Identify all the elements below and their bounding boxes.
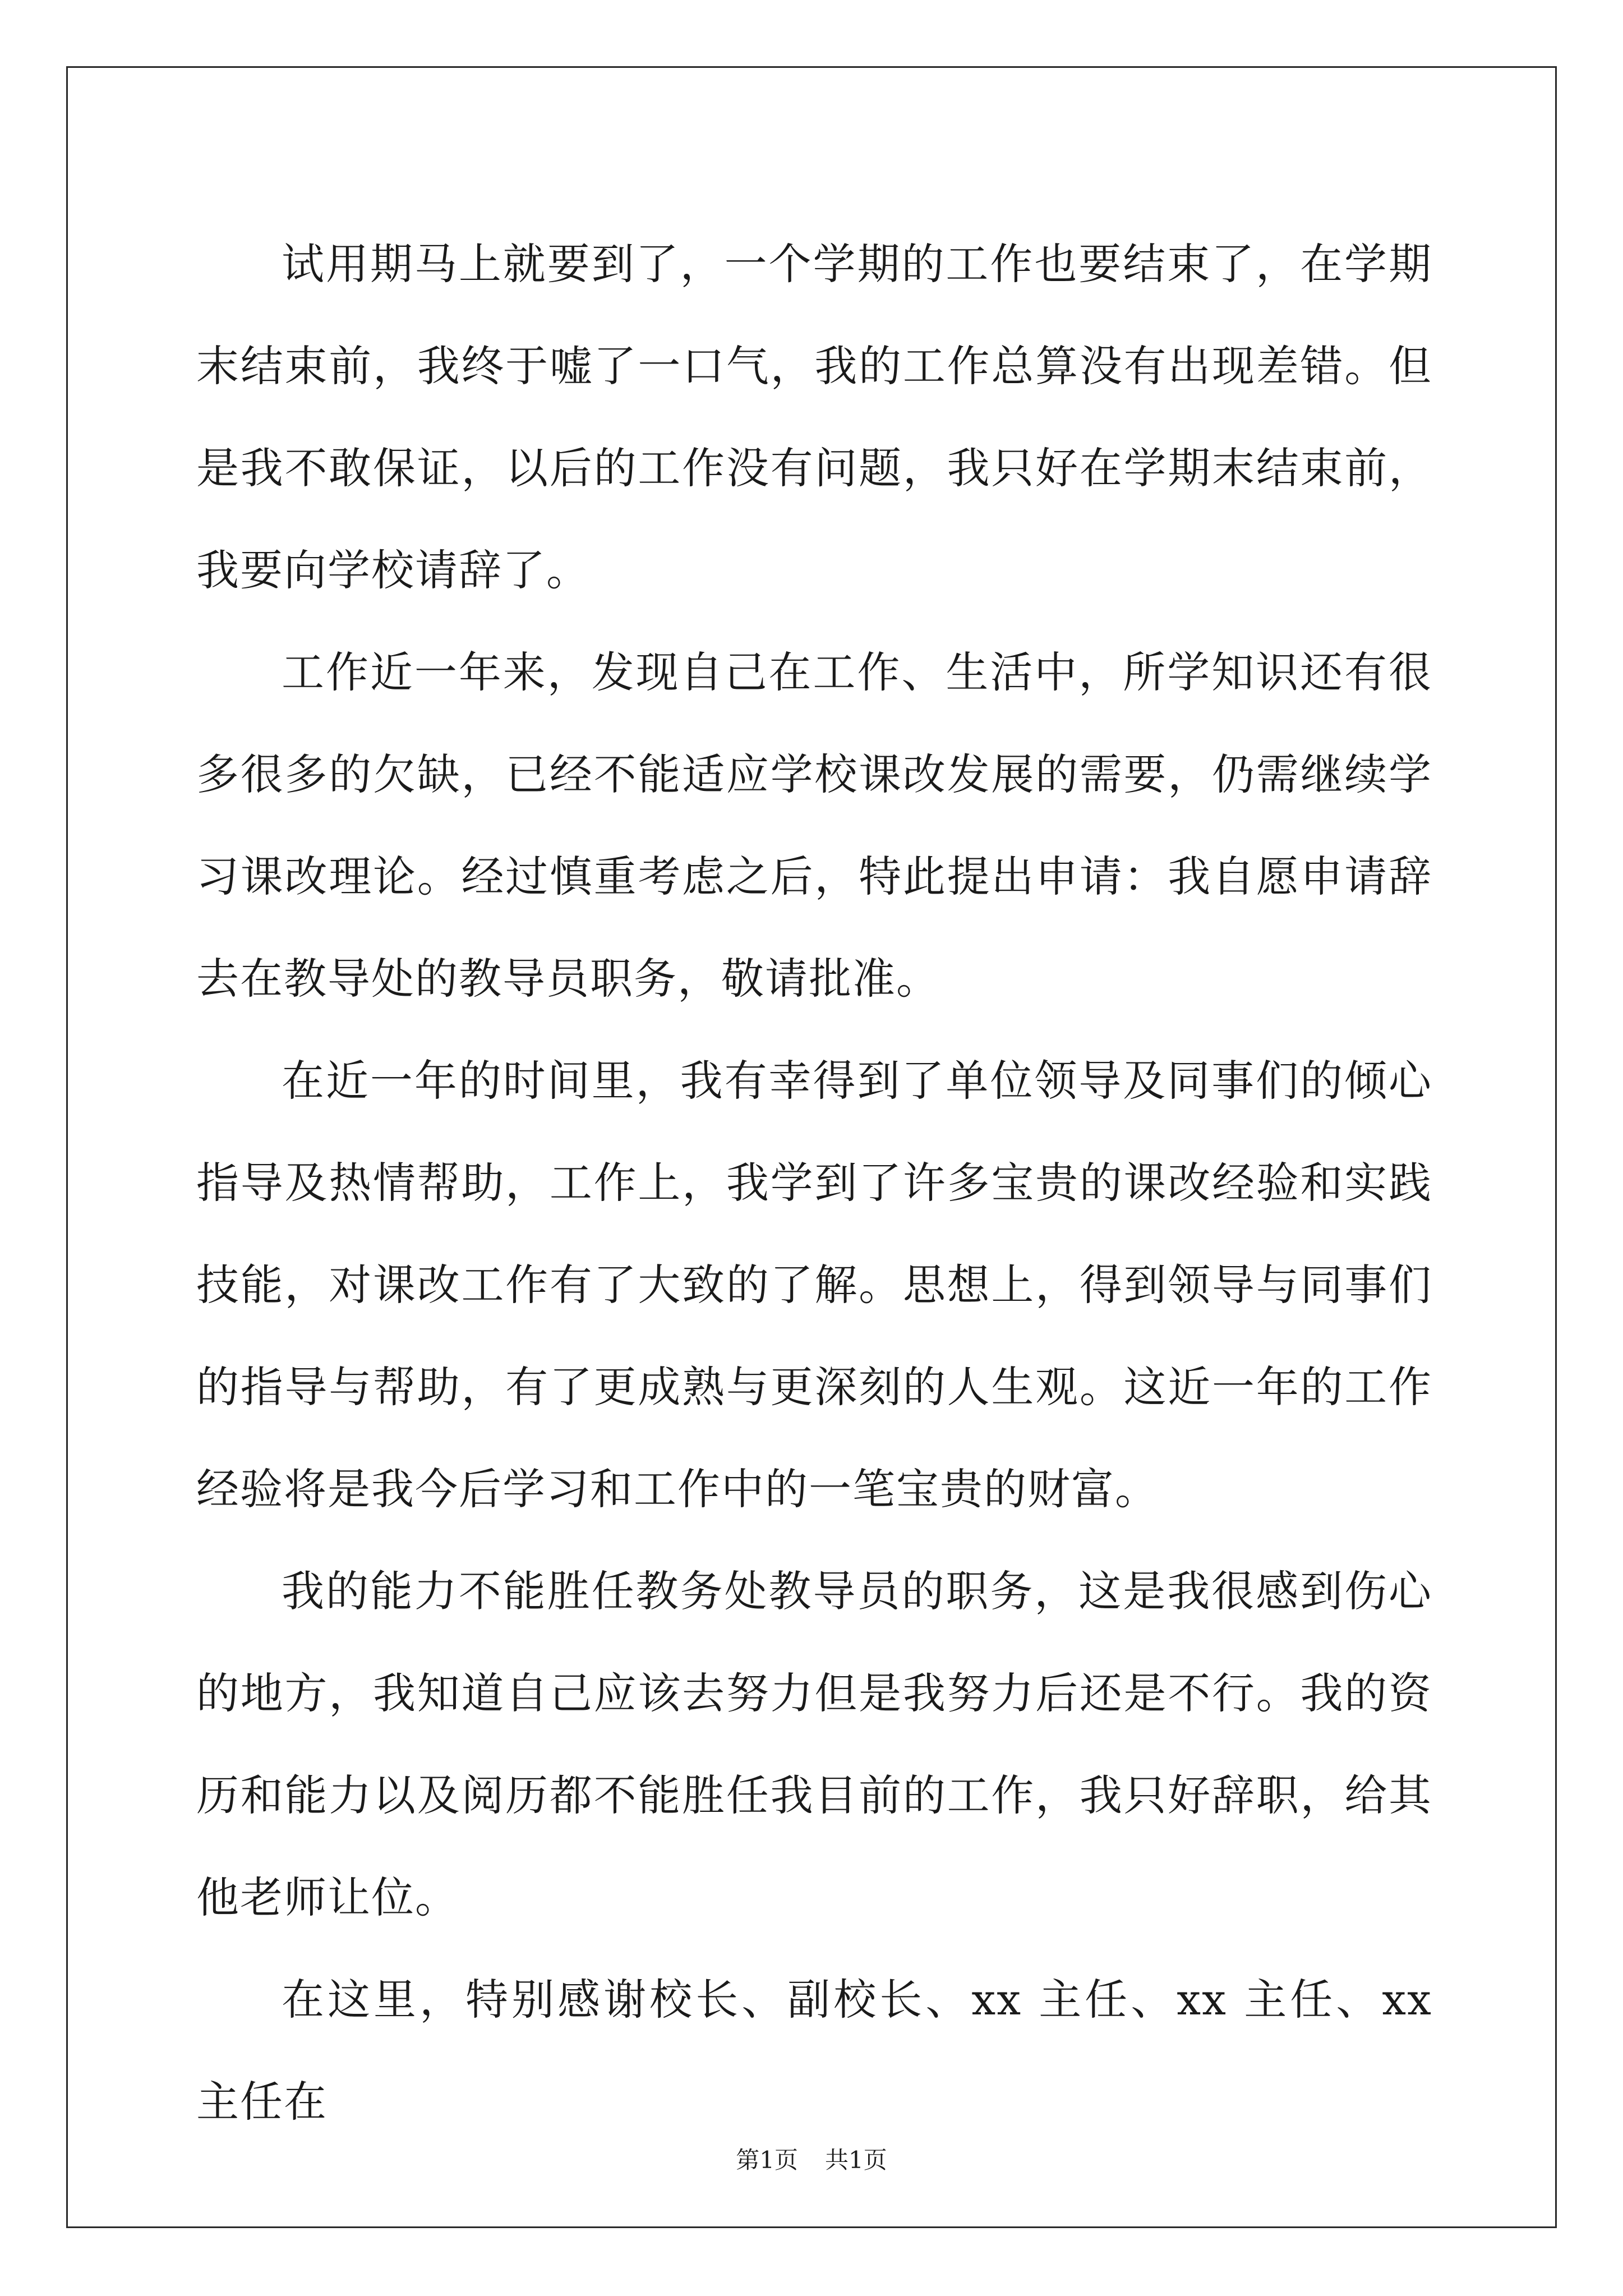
page-footer — [0, 2142, 1623, 2175]
paragraph-1: 试用期马上就要到了，一个学期的工作也要结束了，在学期末结束前，我终于嘘了一口气，我的工作总算没有出现差错。但是我不敢保证，以后的工作没有问题，我只好在学期末结束前，我要向学校请辞了。 — [196, 239, 1432, 595]
page-number-total: 共1页 — [825, 2146, 887, 2174]
page-number-current: 第1页 — [736, 2146, 798, 2174]
document-body — [196, 213, 1432, 2153]
paragraph-3: 在近一年的时间里，我有幸得到了单位领导及同事们的倾心指导及热情帮助，工作上，我学到了许多宝贵的课改经验和实践技能，对课改工作有了大致的了解。思想上，得到领导与同事们的指导与帮助，有了更成熟与更深刻的人生观。这近一年的工作经验将是我今后学习和工作中的一笔宝贵的财富。 — [196, 1056, 1432, 1514]
paragraph-2: 工作近一年来，发现自己在工作、生活中，所学知识还有很多很多的欠缺，已经不能适应学校课改发展的需要，仍需继续学习课改理论。经过慎重考虑之后，特此提出申请：我自愿申请辞去在教导处的教导员职务，敬请批准。 — [196, 647, 1432, 1004]
paragraph-4: 我的能力不能胜任教务处教导员的职务，这是我很感到伤心的地方，我知道自己应该去努力但是我努力后还是不行。我的资历和能力以及阅历都不能胜任我目前的工作，我只好辞职，给其他老师让位。 — [196, 1566, 1432, 1922]
paragraph-5: 在这里，特别感谢校长、副校长、xx 主任、xx 主任、xx 主任在 — [196, 1975, 1432, 2127]
